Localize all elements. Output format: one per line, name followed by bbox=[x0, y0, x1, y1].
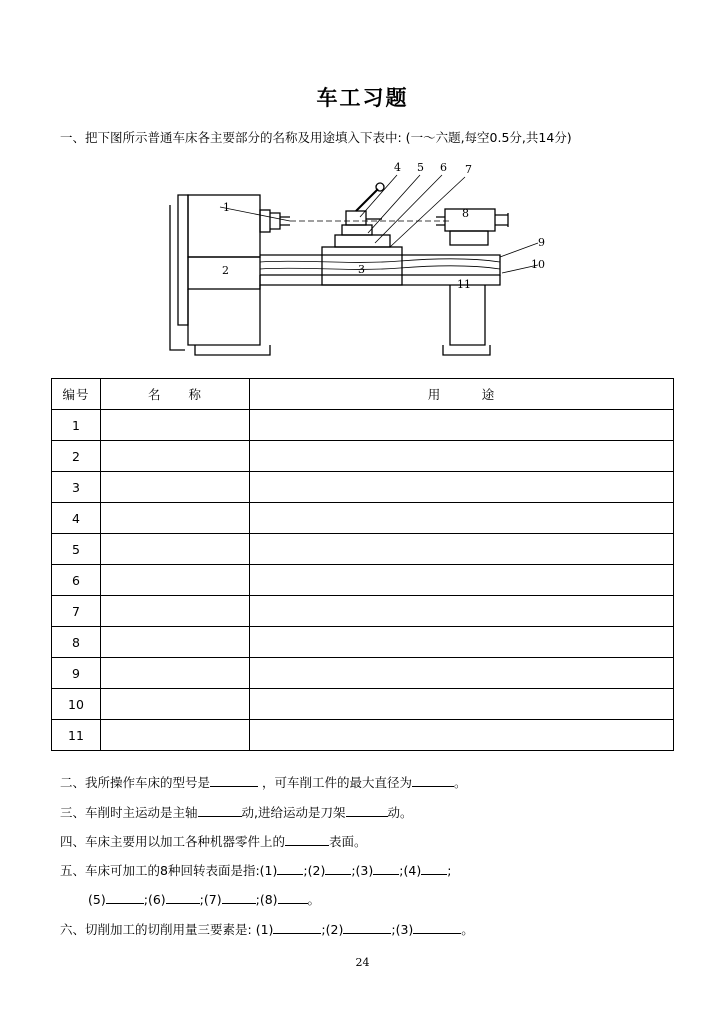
q5-blank[interactable] bbox=[277, 862, 303, 875]
use-cell[interactable] bbox=[250, 565, 674, 596]
q5-blank[interactable] bbox=[222, 891, 256, 904]
table-row bbox=[52, 720, 674, 751]
row-number: 9 bbox=[52, 658, 101, 689]
q6-item: (2) bbox=[325, 922, 344, 937]
use-cell[interactable] bbox=[250, 658, 674, 689]
q5-blank[interactable] bbox=[166, 891, 200, 904]
q2-blank-diameter[interactable] bbox=[412, 774, 454, 787]
q2-blank-model[interactable] bbox=[210, 774, 258, 787]
q5-item: (4) bbox=[403, 863, 422, 878]
q5-item: (6) bbox=[147, 892, 166, 907]
header-use: 用 途 bbox=[250, 379, 674, 410]
q5-blank[interactable] bbox=[373, 862, 399, 875]
name-cell[interactable] bbox=[101, 472, 250, 503]
header-name: 名 称 bbox=[101, 379, 250, 410]
table-row bbox=[52, 472, 674, 503]
table-row bbox=[52, 689, 674, 720]
lathe-diagram bbox=[150, 155, 550, 365]
q4-blank[interactable] bbox=[285, 833, 329, 846]
row-number: 6 bbox=[52, 565, 101, 596]
table-row bbox=[52, 410, 674, 441]
use-cell[interactable] bbox=[250, 596, 674, 627]
row-number: 8 bbox=[52, 627, 101, 658]
page-number: 24 bbox=[355, 956, 370, 969]
row-number: 5 bbox=[52, 534, 101, 565]
question-5-line-2: (5) ;(6) ;(7) ;(8) 。 bbox=[88, 892, 321, 907]
figure-label-11: 11 bbox=[457, 278, 471, 291]
table-header-row bbox=[52, 379, 674, 410]
row-number: 3 bbox=[52, 472, 101, 503]
q3-blank-main[interactable] bbox=[198, 804, 242, 817]
table-row bbox=[52, 441, 674, 472]
q6-text-a: 六、切削加工的切削用量三要素是: bbox=[60, 922, 252, 937]
use-cell[interactable] bbox=[250, 534, 674, 565]
use-cell[interactable] bbox=[250, 441, 674, 472]
use-cell[interactable] bbox=[250, 410, 674, 441]
q6-item: (3) bbox=[395, 922, 414, 937]
figure-label-3: 3 bbox=[358, 263, 365, 276]
row-number: 11 bbox=[52, 720, 101, 751]
parts-table bbox=[51, 378, 674, 751]
q3-blank-feed[interactable] bbox=[346, 804, 388, 817]
question-3 bbox=[60, 803, 413, 821]
q5-blank[interactable] bbox=[106, 891, 144, 904]
q5-item: (2) bbox=[307, 863, 326, 878]
row-number: 10 bbox=[52, 689, 101, 720]
page-title: 车工习题 bbox=[316, 86, 409, 110]
figure-label-2: 2 bbox=[222, 264, 229, 277]
q4-text-a: 四、车床主要用以加工各种机器零件上的 bbox=[60, 834, 286, 849]
name-cell[interactable] bbox=[101, 503, 250, 534]
q5-blank[interactable] bbox=[421, 862, 447, 875]
question-2 bbox=[60, 773, 467, 791]
question-5: 五、车床可加工的8种回转表面是指:(1) ;(2) ;(3) ;(4) ; bbox=[60, 863, 452, 878]
table-row bbox=[52, 534, 674, 565]
q3-text-a: 三、车削时主运动是主轴 bbox=[60, 805, 198, 820]
figure-label-4: 4 bbox=[394, 161, 401, 174]
figure-label-10: 10 bbox=[531, 258, 545, 271]
use-cell[interactable] bbox=[250, 627, 674, 658]
q6-end: 。 bbox=[461, 922, 474, 937]
q5-item: (1) bbox=[259, 863, 278, 878]
figure-label-1: 1 bbox=[223, 201, 230, 214]
table-row bbox=[52, 503, 674, 534]
q6-blank[interactable] bbox=[273, 921, 321, 934]
name-cell[interactable] bbox=[101, 534, 250, 565]
use-cell[interactable] bbox=[250, 472, 674, 503]
figure-label-9: 9 bbox=[538, 236, 545, 249]
name-cell[interactable] bbox=[101, 689, 250, 720]
figure-label-7: 7 bbox=[465, 163, 472, 176]
table-row bbox=[52, 658, 674, 689]
name-cell[interactable] bbox=[101, 627, 250, 658]
figure-label-6: 6 bbox=[440, 161, 447, 174]
q2-text-b: ，可车削工件的最大直径为 bbox=[262, 775, 413, 790]
q2-text-a: 二、我所操作车床的型号是 bbox=[60, 775, 211, 790]
header-number: 编号 bbox=[52, 379, 101, 410]
question-4 bbox=[60, 832, 367, 850]
name-cell[interactable] bbox=[101, 410, 250, 441]
q5-blank[interactable] bbox=[325, 862, 351, 875]
figure-label-5: 5 bbox=[417, 161, 424, 174]
use-cell[interactable] bbox=[250, 503, 674, 534]
q6-item: (1) bbox=[255, 922, 274, 937]
q4-text-b: 表面。 bbox=[329, 834, 367, 849]
row-number: 4 bbox=[52, 503, 101, 534]
q2-text-c: 。 bbox=[454, 775, 467, 790]
q5-text-a: 五、车床可加工的8种回转表面是指: bbox=[60, 863, 260, 878]
name-cell[interactable] bbox=[101, 565, 250, 596]
use-cell[interactable] bbox=[250, 689, 674, 720]
q3-text-b: 动,进给运动是刀架 bbox=[241, 805, 346, 820]
question-6: 六、切削加工的切削用量三要素是: (1) ;(2) ;(3) 。 bbox=[60, 922, 474, 937]
q5-blank[interactable] bbox=[278, 891, 308, 904]
row-number: 1 bbox=[52, 410, 101, 441]
q5-item: (8) bbox=[259, 892, 278, 907]
q5-item: (5) bbox=[88, 892, 106, 907]
question-1: 一、把下图所示普通车床各主要部分的名称及用途填入下表中: (一～六题,每空0.5分,共14分) bbox=[60, 130, 572, 145]
q6-blank[interactable] bbox=[343, 921, 391, 934]
name-cell[interactable] bbox=[101, 720, 250, 751]
q5-item: (3) bbox=[355, 863, 374, 878]
q3-text-c: 动。 bbox=[387, 805, 413, 820]
row-number: 2 bbox=[52, 441, 101, 472]
figure-label-8: 8 bbox=[462, 207, 469, 220]
table-row bbox=[52, 565, 674, 596]
name-cell[interactable] bbox=[101, 596, 250, 627]
table-row bbox=[52, 627, 674, 658]
name-cell[interactable] bbox=[101, 658, 250, 689]
name-cell[interactable] bbox=[101, 441, 250, 472]
use-cell[interactable] bbox=[250, 720, 674, 751]
q6-blank[interactable] bbox=[413, 921, 461, 934]
row-number: 7 bbox=[52, 596, 101, 627]
q5-item: (7) bbox=[203, 892, 222, 907]
table-row bbox=[52, 596, 674, 627]
